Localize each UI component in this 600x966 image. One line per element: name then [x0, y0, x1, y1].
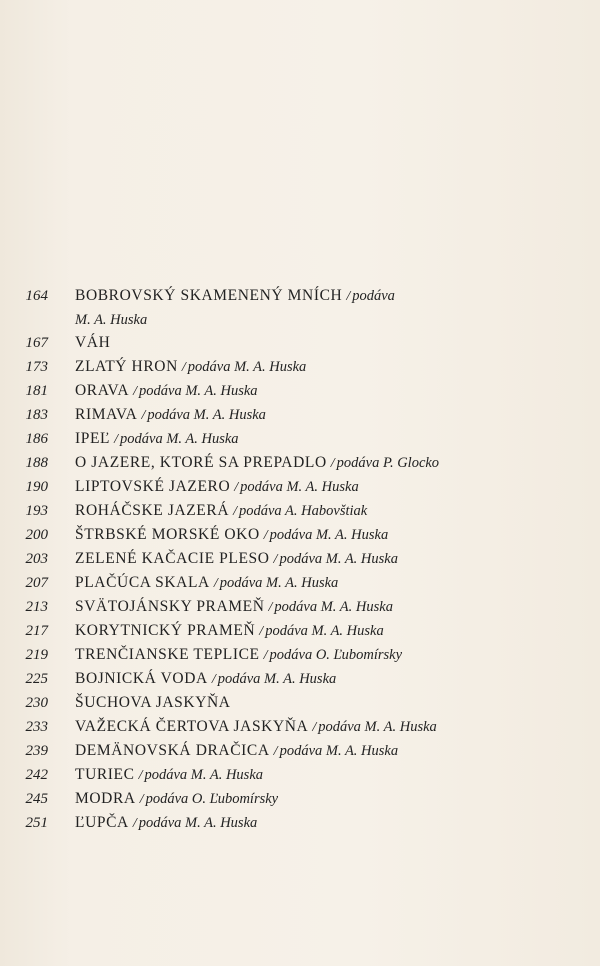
toc-credit: podáva M. A. Huska [318, 719, 437, 735]
toc-title: BOJNICKÁ VODA [75, 670, 208, 687]
toc-entry [0, 333, 600, 357]
toc-entry [0, 669, 600, 693]
toc-entry [0, 597, 600, 621]
toc-entry [0, 741, 600, 765]
toc-page-number: 251 [25, 815, 48, 831]
toc-page-number: 225 [25, 671, 48, 687]
toc-entry [0, 525, 600, 549]
toc-title: O JAZERE, KTORÉ SA PREPADLO [75, 454, 327, 471]
toc-credit: podáva M. A. Huska [279, 551, 398, 567]
toc-separator: / [312, 720, 317, 735]
toc-title: ĽUPČA [75, 814, 129, 831]
toc-separator: / [263, 528, 268, 543]
toc-title: ORAVA [75, 382, 130, 399]
toc-page-number: 233 [25, 719, 48, 735]
toc-entry [0, 405, 600, 429]
toc-separator: / [233, 504, 237, 519]
toc-page-number: 173 [25, 359, 48, 375]
toc-title: ROHÁČSKE JAZERÁ [75, 502, 230, 519]
toc-entry [0, 286, 600, 310]
toc-entry [0, 477, 600, 501]
toc-credit: podáva M. A. Huska [274, 599, 393, 615]
toc-page-number: 164 [25, 288, 48, 304]
toc-credit: M. A. Huska [75, 312, 148, 328]
toc-entry [0, 693, 600, 717]
toc-separator: / [273, 552, 278, 567]
toc-separator: / [138, 768, 143, 783]
toc-credit: podáva M. A. Huska [120, 431, 239, 447]
toc-separator: / [263, 648, 268, 663]
toc-credit: podáva M. A. Huska [139, 383, 258, 399]
toc-separator: / [213, 576, 218, 591]
toc-separator: / [139, 792, 144, 807]
toc-title: KORYTNICKÝ PRAMEŇ [75, 622, 256, 639]
toc-title: MODRA [75, 790, 136, 807]
toc-separator: / [259, 624, 264, 639]
toc-page-number: 207 [25, 575, 48, 591]
toc-title: ŠTRBSKÉ MORSKÉ OKO [75, 526, 260, 543]
toc-credit: podáva M. A. Huska [265, 623, 384, 639]
toc-page-number: 200 [25, 527, 48, 543]
toc-page-number: 230 [25, 695, 48, 711]
toc-page-number: 186 [25, 431, 48, 447]
toc-title: ZELENÉ KAČACIE PLESO [75, 550, 270, 567]
toc-separator: / [181, 360, 186, 375]
toc-title: TRENČIANSKE TEPLICE [75, 646, 260, 663]
toc-page-number: 219 [25, 647, 48, 663]
toc-title: VAŽECKÁ ČERTOVA JASKYŇA [75, 718, 309, 735]
toc-separator: / [234, 480, 239, 495]
toc-entry [0, 645, 600, 669]
toc-separator: / [133, 384, 138, 399]
toc-credit: podáva M. A. Huska [219, 575, 339, 591]
toc-entry [0, 717, 600, 741]
toc-separator: / [268, 600, 273, 615]
toc-entry [0, 501, 600, 525]
toc-page-number: 190 [25, 479, 48, 495]
toc-separator: / [132, 816, 137, 831]
toc-title: VÁH [75, 334, 111, 351]
toc-title: BOBROVSKÝ SKAMENENÝ MNÍCH [75, 287, 343, 304]
table-of-contents [0, 286, 600, 837]
toc-page-number: 213 [25, 599, 48, 615]
toc-page-number: 193 [25, 503, 48, 519]
toc-page-number: 167 [25, 335, 48, 351]
toc-entry [0, 813, 600, 837]
toc-entry [0, 789, 600, 813]
toc-credit: podáva M. A. Huska [269, 527, 389, 543]
toc-page-number: 203 [25, 551, 48, 567]
toc-credit: podáva A. Habovštiak [239, 503, 368, 519]
toc-page-number: 181 [25, 383, 48, 399]
toc-entry [0, 381, 600, 405]
toc-separator: / [273, 744, 278, 759]
toc-title: DEMÄNOVSKÁ DRAČICA [75, 742, 270, 759]
toc-credit: podáva [352, 288, 395, 304]
toc-title: LIPTOVSKÉ JAZERO [75, 478, 231, 495]
toc-title: ZLATÝ HRON [75, 358, 178, 375]
toc-entry [0, 549, 600, 573]
toc-title: PLAČÚCA SKALA [75, 574, 210, 591]
toc-title: TURIEC [75, 766, 135, 783]
toc-credit: podáva M. A. Huska [138, 815, 258, 831]
toc-credit: podáva M. A. Huska [144, 767, 264, 783]
toc-separator: / [211, 672, 216, 687]
toc-credit: podáva P. Glocko [336, 455, 440, 471]
toc-page-number: 245 [25, 791, 48, 807]
toc-separator: / [346, 289, 351, 304]
toc-entry-continuation [0, 310, 600, 333]
toc-page-number: 239 [25, 743, 48, 759]
toc-credit: podáva M. A. Huska [147, 407, 266, 423]
toc-entry [0, 573, 600, 597]
toc-entry [0, 357, 600, 381]
toc-page-number: 217 [25, 623, 48, 639]
toc-page-number: 188 [25, 455, 48, 471]
toc-separator: / [330, 456, 335, 471]
toc-entry [0, 453, 600, 477]
toc-page-number: 183 [25, 407, 48, 423]
toc-title: ŠUCHOVA JASKYŇA [75, 694, 231, 711]
toc-entry [0, 621, 600, 645]
toc-page-number: 242 [25, 767, 48, 783]
toc-entry [0, 429, 600, 453]
toc-title: SVÄTOJÁNSKY PRAMEŇ [75, 598, 265, 615]
toc-credit: podáva M. A. Huska [240, 479, 359, 495]
toc-credit: podáva O. Ľubomírsky [145, 791, 279, 807]
toc-credit: podáva O. Ľubomírsky [269, 647, 403, 663]
toc-entry [0, 765, 600, 789]
toc-credit: podáva M. A. Huska [279, 743, 399, 759]
toc-title: IPEĽ [75, 430, 111, 447]
toc-separator: / [141, 408, 146, 423]
toc-title: RIMAVA [75, 406, 138, 423]
toc-separator: / [114, 432, 119, 447]
toc-credit: podáva M. A. Huska [217, 671, 337, 687]
toc-credit: podáva M. A. Huska [187, 359, 307, 375]
